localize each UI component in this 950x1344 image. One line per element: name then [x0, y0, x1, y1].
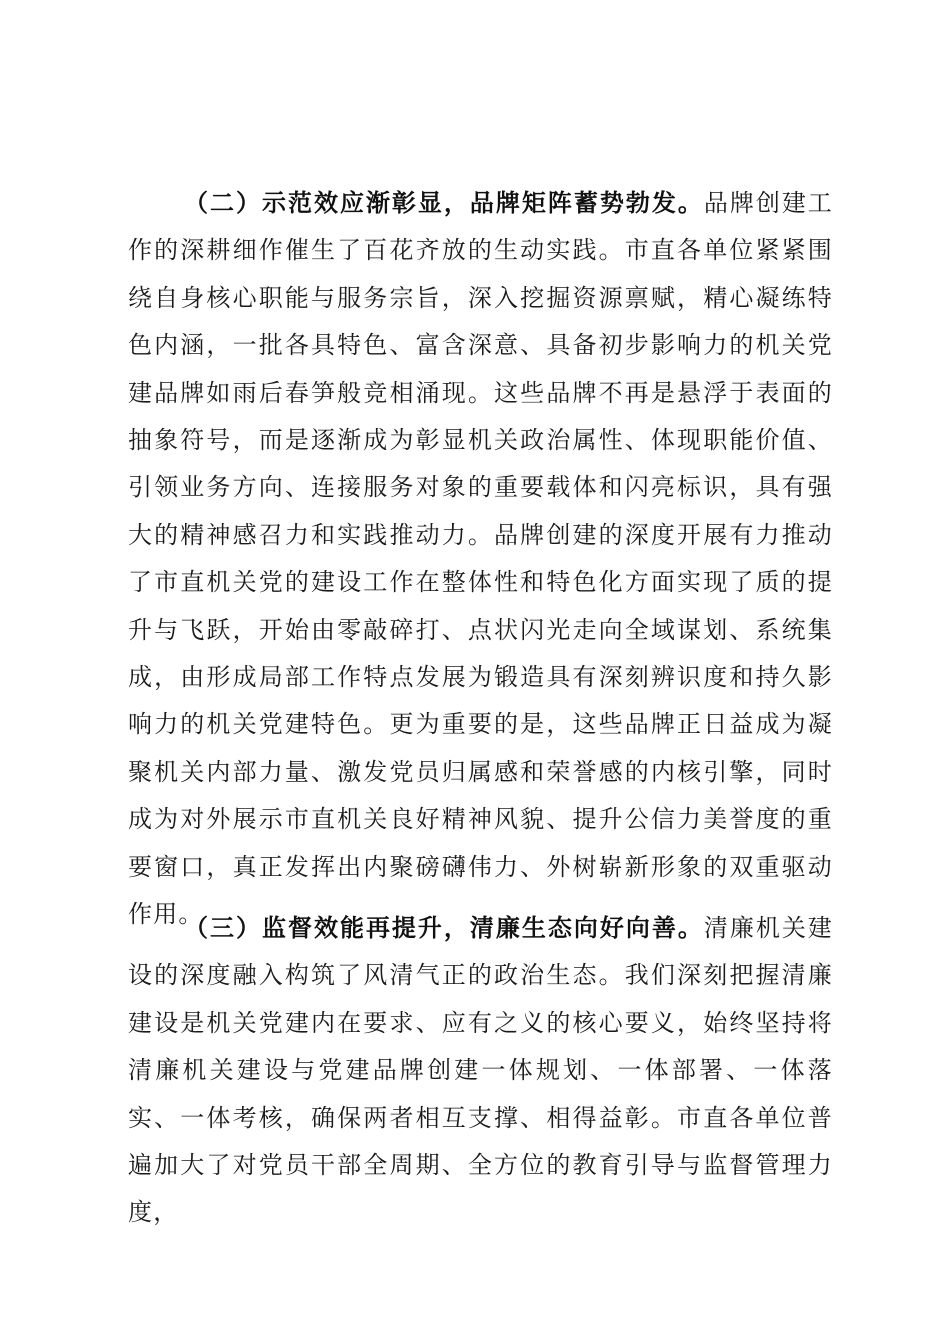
- section-paragraph: [128, 905, 833, 1237]
- section-body: 清廉机关建设的深度融入构筑了风清气正的政治生态。我们深刻把握清廉建设是机关党建内在要求、应有之义的核心要义，始终坚持将清廉机关建设与党建品牌创建一体规划、一体部署、一体落实、一体考核，确保两者相互支撑、相得益彰。市直各单位普遍加大了对党员干部全周期、全方位的教育引导与监督管理力度，: [128, 914, 834, 1227]
- section-heading: （二）示范效应渐彰显，品牌矩阵蓄势勃发。: [184, 189, 704, 217]
- section-body: 品牌创建工作的深耕细作催生了百花齐放的生动实践。市直各单位紧紧围绕自身核心职能与服务宗旨，深入挖掘资源禀赋，精心凝练特色内涵，一批各具特色、富含深意、具备初步影响力的机关党建品牌如雨后春笋般竞相涌现。这些品牌不再是悬浮于表面的抽象符号，而是逐渐成为彰显机关政治属性、体现职能价值、引领业务方向、连接服务对象的重要载体和闪亮标识，具有强大的精神感召力和实践推动力。品牌创建的深度开展有力推动了市直机关党的建设工作在整体性和特色化方面实现了质的提升与飞跃，开始由零敲碎打、点状闪光走向全域谋划、系统集成，由形成局部工作特点发展为锻造具有深刻辨识度和持久影响力的机关党建特色。更为重要的是，这些品牌正日益成为凝聚机关内部力量、激发党员归属感和荣誉感的内核引擎，同时成为对外展示市直机关良好精神风貌、提升公信力美誉度的重要窗口，真正发挥出内聚磅礴伟力、外树崭新形象的双重驱动作用。: [128, 189, 834, 929]
- section-paragraph: [128, 180, 833, 939]
- section-heading: （三）监督效能再提升，清廉生态向好向善。: [184, 914, 704, 942]
